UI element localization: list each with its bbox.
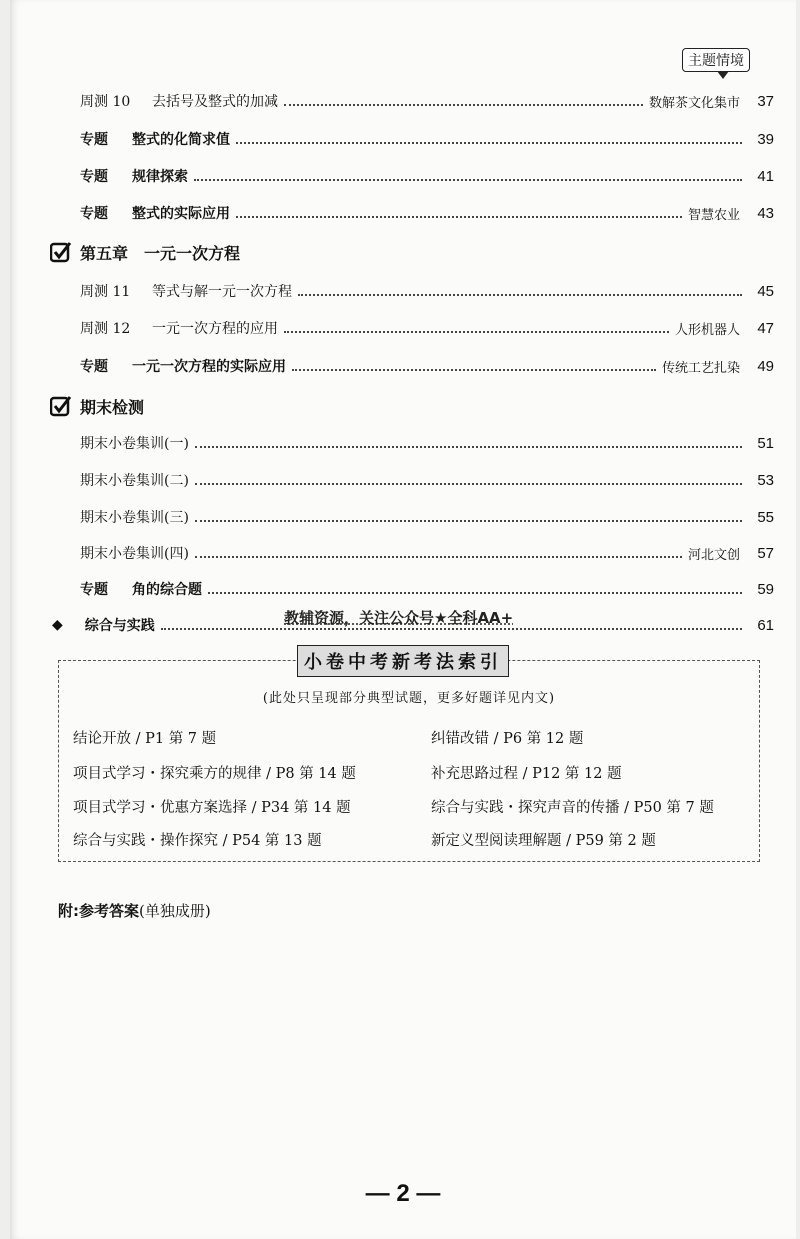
toc-code: 周测 10: [80, 94, 131, 110]
toc-title: 等式与解一元一次方程: [152, 284, 292, 300]
toc-page: 53: [757, 471, 774, 489]
appendix-note: [58, 900, 211, 921]
toc-title: 综合与实践: [84, 618, 155, 634]
toc-page: 59: [757, 580, 774, 598]
toc-entry[interactable]: [10, 162, 796, 190]
toc-theme: 智慧农业: [687, 207, 740, 223]
dot-leader: [292, 367, 656, 371]
toc-entry[interactable]: [10, 466, 796, 494]
toc-entry[interactable]: [10, 575, 796, 603]
diamond-bullet-icon: ◆: [52, 617, 63, 633]
dot-leader: [298, 292, 742, 296]
toc-page: 55: [757, 508, 774, 526]
index-item[interactable]: 项目式学习・优惠方案选择 / P34 第 14 题: [73, 800, 351, 816]
toc-page: 51: [757, 434, 774, 452]
toc-entry[interactable]: [10, 352, 796, 380]
index-item[interactable]: 项目式学习・探究乘方的规律 / P8 第 14 题: [73, 766, 356, 782]
toc-page: 61: [757, 616, 774, 634]
toc-entry[interactable]: [10, 314, 796, 342]
toc-entry[interactable]: [10, 199, 796, 227]
index-item[interactable]: 结论开放 / P1 第 7 题: [73, 731, 217, 747]
appendix-label: 附:参考答案: [58, 902, 139, 920]
toc-code: 专题: [80, 206, 108, 222]
dot-leader: [236, 140, 742, 144]
toc-code: 周测 12: [80, 321, 131, 337]
toc-title: 一元一次方程的应用: [152, 321, 278, 337]
dot-leader: [194, 177, 742, 181]
checkbox-checked-icon: [50, 395, 72, 417]
toc-code: 专题: [80, 169, 108, 185]
toc-title: 期末小卷集训(三): [80, 510, 189, 526]
index-box-title: 小卷中考新考法索引: [297, 645, 509, 677]
toc-title: 期末小卷集训(一): [80, 436, 189, 452]
chapter-heading[interactable]: [50, 238, 240, 266]
toc-entry[interactable]: [10, 429, 796, 457]
toc-entry[interactable]: [10, 503, 796, 531]
index-item[interactable]: 补充思路过程 / P12 第 12 题: [431, 766, 622, 782]
chapter-title: 期末检测: [80, 397, 145, 417]
toc-title: 整式的化简求值: [132, 132, 230, 148]
toc-code: 专题: [80, 582, 108, 598]
toc-title: 期末小卷集训(二): [80, 473, 189, 489]
toc-title: 去括号及整式的加减: [152, 94, 278, 110]
dot-leader: [195, 444, 742, 448]
toc-page: 43: [757, 204, 774, 222]
chapter-title: 第五章 一元一次方程: [80, 243, 241, 263]
toc-page: 57: [757, 544, 774, 562]
dot-leader: [284, 102, 643, 106]
index-box: [58, 652, 760, 862]
toc-entry[interactable]: [10, 277, 796, 305]
checkbox-checked-icon: [50, 241, 72, 263]
appendix-remark: (单独成册): [139, 902, 211, 920]
toc-title: 规律探索: [132, 169, 188, 185]
toc-page: 47: [757, 319, 774, 337]
dot-leader: [208, 590, 742, 594]
theme-tag: 主题情境: [682, 48, 750, 72]
toc-title: 整式的实际应用: [132, 206, 230, 222]
toc-entry[interactable]: [10, 539, 796, 567]
toc-title: 角的综合题: [132, 582, 202, 598]
toc-theme: 传统工艺扎染: [661, 360, 740, 376]
toc-code: 专题: [80, 132, 108, 148]
toc-page: 39: [757, 130, 774, 148]
index-item[interactable]: 新定义型阅读理解题 / P59 第 2 题: [431, 833, 656, 849]
toc-title: 期末小卷集训(四): [80, 546, 189, 562]
toc-theme: 河北文创: [687, 547, 740, 563]
toc-page: 49: [757, 357, 774, 375]
toc-page: 41: [757, 167, 774, 185]
watermark-text: 教辅资源，关注公众号★全科AA+: [280, 607, 517, 628]
toc-theme: 人形机器人: [674, 322, 740, 338]
chapter-heading[interactable]: [50, 392, 144, 420]
page-number: — 2 —: [365, 1180, 441, 1207]
page: [10, 0, 796, 1239]
toc-entry[interactable]: [10, 87, 796, 115]
toc-code: 专题: [80, 359, 108, 375]
toc-page: 45: [757, 282, 774, 300]
toc-code: 周测 11: [80, 284, 131, 300]
index-item[interactable]: 综合与实践・操作探究 / P54 第 13 题: [73, 833, 322, 849]
toc-theme: 数解茶文化集市: [648, 95, 740, 111]
toc-title: 一元一次方程的实际应用: [132, 359, 286, 375]
dot-leader: [195, 518, 742, 522]
index-item[interactable]: 纠错改错 / P6 第 12 题: [431, 731, 584, 747]
dot-leader: [195, 554, 682, 558]
index-box-note: (此处只呈现部分典型试题，更多好题详见内文): [262, 691, 556, 706]
toc-entry[interactable]: [10, 125, 796, 153]
dot-leader: [236, 214, 682, 218]
dot-leader: [195, 481, 742, 485]
index-item[interactable]: 综合与实践・探究声音的传播 / P50 第 7 题: [431, 800, 714, 816]
toc-page: 37: [757, 92, 774, 110]
dot-leader: [284, 329, 669, 333]
